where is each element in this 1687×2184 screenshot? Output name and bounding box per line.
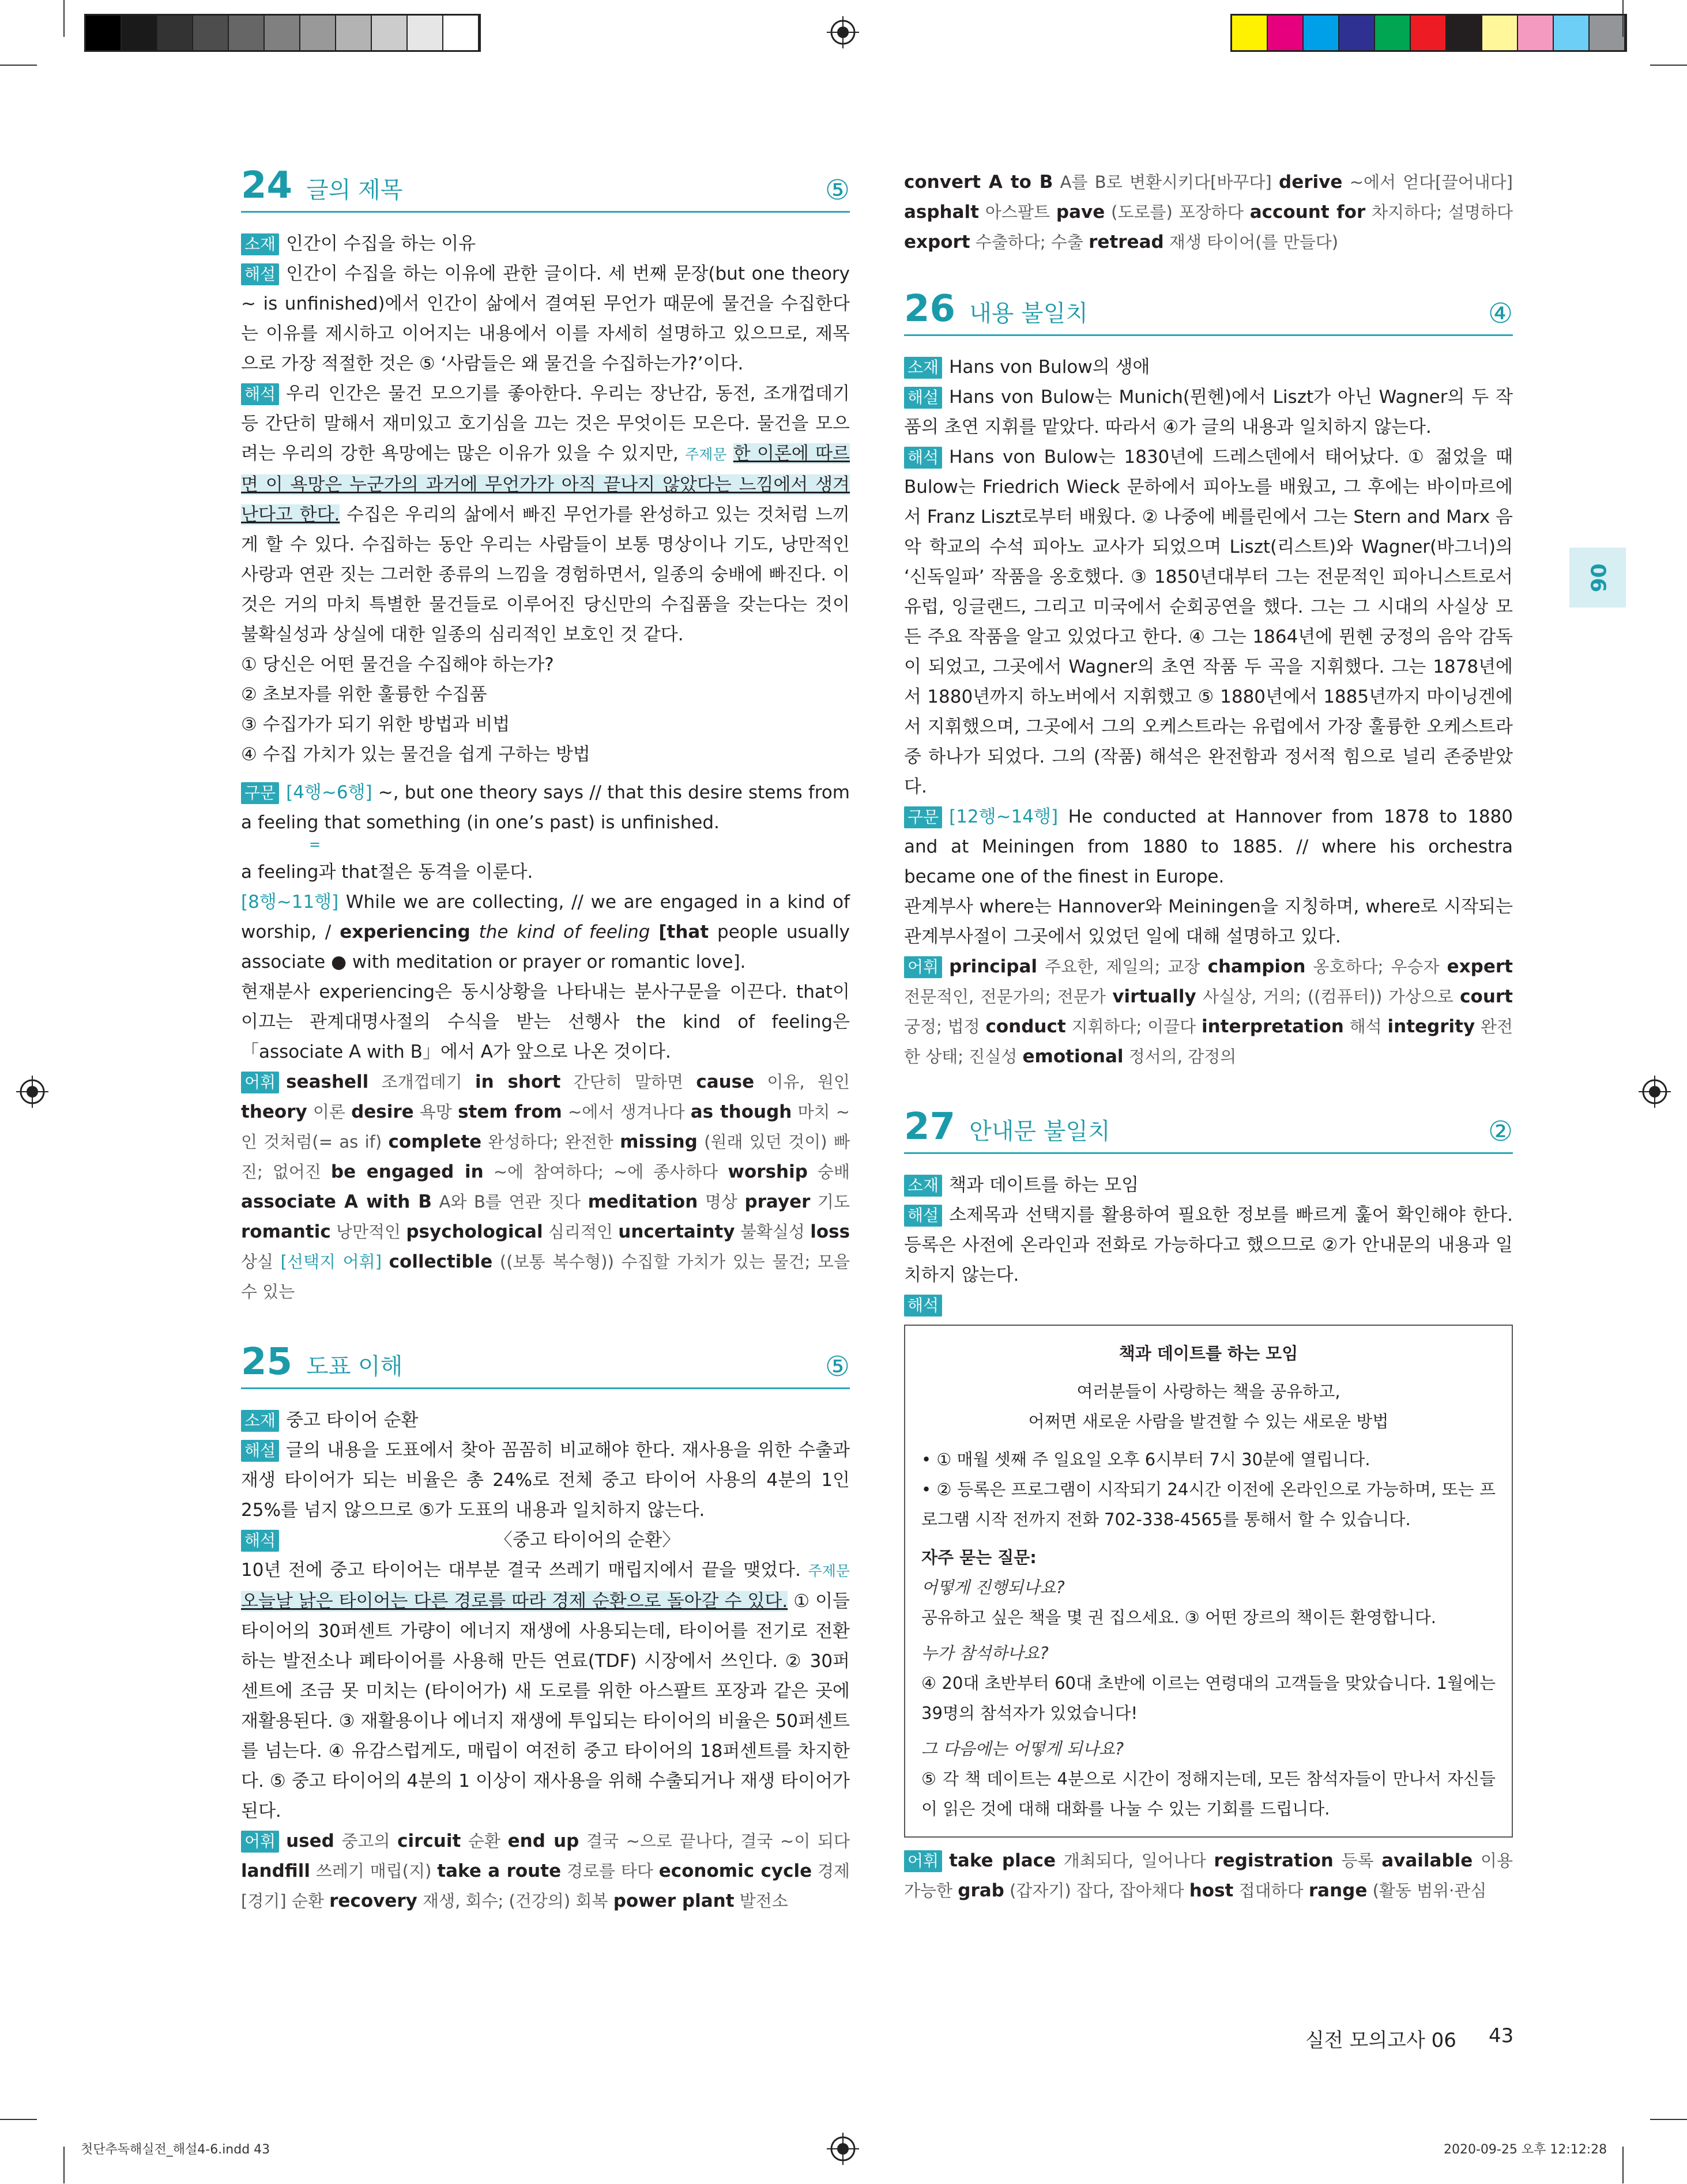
q26-vocab: 어휘 principal 주요한, 제일의; 교장 champion 옹호하다; 우승자 expert 전문적인, 전문가의; 전문가 virtually 사실상, 거의; ((컴퓨터)) 가상으로 court 궁정; 법정 conduct 지휘하다; 이끌다 interpretation 해석 integrity 완전한 상태; 진실성 emotional 정서의, 감정의 (904, 956, 1513, 1067)
q24-header (241, 164, 850, 213)
faq-answer: ⑤ 각 책 데이트는 4분으로 시간이 정해지는데, 모든 참석자들이 만나서 자신들이 읽은 것에 대해 대화를 나눌 수 있는 기회를 드립니다. (921, 1769, 1496, 1819)
notice-title: 책과 데이트를 하는 모임 (1119, 1344, 1298, 1363)
side-section-tab: 06 (1569, 548, 1626, 608)
vocab-meaning: 간단히 말하면 (560, 1072, 696, 1092)
q27-header (904, 1108, 1513, 1154)
vocab-meaning: 재생 타이어(를 만들다) (1163, 232, 1339, 252)
notice-box (904, 1325, 1513, 1838)
vocab-word: power plant (613, 1891, 735, 1911)
crop-mark (1622, 0, 1624, 37)
color-swatch (1447, 16, 1482, 50)
q26-sojae: 소재 Hans von Bulow의 생애 (904, 352, 1513, 382)
vocab-meaning: ~에서 생겨나다 (562, 1102, 691, 1122)
vocab-word: convert A to B (904, 172, 1053, 193)
vocab-meaning: 조개껍데기 (368, 1072, 475, 1092)
vocab-word: economic cycle (658, 1861, 812, 1881)
q27-vocab: 어휘 take place 개최되다, 일어나다 registration 등록 available 이용 가능한 grab (갑자기) 잡다, 잡아채다 host 접대하다 range (활동 범위·관심 (904, 1850, 1513, 1901)
faq-question: 어떻게 진행되나요? (921, 1578, 1065, 1597)
color-swatch (1518, 16, 1554, 50)
vocab-word: desire (351, 1102, 414, 1122)
q25-header (241, 1341, 850, 1389)
q26-number: 26 (904, 288, 956, 330)
vocab-word: romantic (241, 1221, 331, 1242)
color-swatch (1232, 16, 1268, 50)
vocab-meaning: 이용 가능한 (904, 1851, 1513, 1900)
vocab-word: in short (475, 1072, 561, 1092)
vocab-meaning: 사실상, 거의; ((컴퓨터)) 가상으로 (1196, 987, 1460, 1006)
crop-mark (63, 0, 65, 37)
registration-mark-top (827, 16, 859, 48)
vocab-word: associate A with B (241, 1191, 432, 1212)
vocab-word: range (1308, 1880, 1368, 1901)
crop-mark (63, 2147, 65, 2183)
q24-gumun-1-note: a feeling과 that절은 동격을 이룬다. (241, 862, 533, 882)
q24-title: 글의 제목 (306, 177, 403, 203)
vocab-word: interpretation (1201, 1016, 1344, 1037)
q25-haeseok-heading: 해석 〈중고 타이어의 순환〉 (241, 1525, 850, 1555)
vocab-word: collectible (389, 1251, 493, 1272)
q24-number: 24 (241, 164, 293, 207)
vocab-word: take a route (437, 1861, 562, 1881)
vocab-meaning: ~에서 얻다[끌어내다] (1342, 172, 1513, 192)
q26-gumun: 구문 [12행~14행] He conducted at Hannover from 1878 to 1880 and at Meiningen from 1880 to 1885. // where his orchestra became one of the finest in Europe. (904, 806, 1513, 887)
q25-number: 25 (241, 1341, 293, 1383)
vocab-meaning: A를 B로 변환시키다[바꾸다] (1053, 172, 1279, 192)
notice-subtitle-2: 어쩌면 새로운 사람을 발견할 수 있는 새로운 방법 (1028, 1412, 1389, 1431)
color-swatch (372, 16, 408, 50)
q25-vocab-continued (904, 167, 1513, 257)
vocab-meaning: 결국 ~으로 끝나다, 결국 ~이 되다 (579, 1831, 850, 1851)
vocab-meaning: 차지하다; 설명하다 (1365, 202, 1513, 222)
registration-mark-left (16, 1076, 48, 1108)
color-swatch (157, 16, 193, 50)
notice-bullet-1: • ① 매월 셋째 주 일요일 오후 6시부터 7시 30분에 열립니다. (921, 1450, 1370, 1469)
page-section-label: 실전 모의고사 06 (1305, 2029, 1456, 2052)
vocab-word: loss (810, 1221, 850, 1242)
vocab-word: integrity (1387, 1016, 1475, 1037)
vocab-meaning: 개최되다, 일어나다 (1056, 1851, 1214, 1870)
color-swatch (193, 16, 229, 50)
q25-answer: ⑤ (824, 1351, 850, 1383)
vocab-word: available (1381, 1850, 1473, 1871)
date-slug: 2020-09-25 오후 12:12:28 (1444, 2142, 1607, 2157)
faq-title: 자주 묻는 질문: (921, 1548, 1037, 1567)
vocab-meaning: 완성하다; 완전한 (481, 1132, 620, 1152)
vocab-word: host (1189, 1880, 1234, 1901)
color-swatch-bar (1230, 14, 1627, 52)
q26-gumun-note: 관계부사 where는 Hannover와 Meiningen을 지칭하며, where로 시작되는 관계부사절이 그곳에서 있었던 일에 대해 설명하고 있다. (904, 896, 1513, 947)
q26-haeseol: 해설 Hans von Bulow는 Munich(뮌헨)에서 Liszt가 아닌 Wagner의 두 작품의 초연 지휘를 맡았다. 따라서 ④가 글의 내용과 일치하지 않는다. (904, 387, 1513, 437)
option-1: ① 당신은 어떤 물건을 수집해야 하는가? (241, 654, 554, 675)
color-swatch (1339, 16, 1375, 50)
vocab-meaning: 숭배 (807, 1162, 850, 1182)
q25-haeseol: 해설 글의 내용을 도표에서 찾아 꼼꼼히 비교해야 한다. 재사용을 위한 수출과 재생 타이어가 되는 비율은 총 24%로 전체 중고 타이어 사용의 4분의 1인 25%를 넘지 않으므로 ⑤가 도표의 내용과 일치하지 않는다. (241, 1440, 850, 1521)
faq-question: 그 다음에는 어떻게 되나요? (921, 1739, 1124, 1759)
vocab-word: complete (388, 1131, 482, 1152)
vocab-meaning: 수출하다; 수출 (970, 232, 1089, 252)
vocab-word: champion (1207, 956, 1306, 977)
vocab-word: used (286, 1831, 334, 1851)
vocab-word: retread (1089, 232, 1164, 252)
vocab-meaning: (원래 있던 것이) 빠진; 없어진 (241, 1132, 850, 1182)
notice-subtitle-1: 여러분들이 사랑하는 책을 공유하고, (1076, 1382, 1340, 1401)
vocab-word: grab (958, 1880, 1004, 1901)
vocab-word: be engaged in (330, 1161, 484, 1182)
vocab-meaning: 마치 ~인 것처럼(= as if) (241, 1102, 850, 1152)
vocab-word: pave (1056, 202, 1105, 222)
vocab-meaning: ~에 참여하다; ~에 종사하다 (483, 1162, 728, 1182)
vocab-meaning: 상실 (241, 1252, 281, 1272)
vocab-word: missing (620, 1131, 698, 1152)
vocab-meaning: A와 B를 연관 짓다 (432, 1192, 588, 1212)
file-slug: 첫단추독해실전_해설4-6.indd 43 (81, 2142, 270, 2157)
option-4: ④ 수집 가치가 있는 물건을 쉽게 구하는 방법 (241, 744, 590, 765)
page-number: 43 (1489, 2024, 1514, 2047)
vocab-word: worship (728, 1161, 808, 1182)
q24-options (241, 650, 850, 770)
vocab-word: recovery (329, 1891, 417, 1911)
vocab-meaning: 이론 (307, 1102, 352, 1122)
q24-haeseol: 해설 인간이 수집을 하는 이유에 관한 글이다. 세 번째 문장(but one theory ~ is unfinished)에서 인간이 삶에서 결여된 무언가 때문에 물건을 수집한다는 이유를 제시하고 이어지는 내용에서 이를 자세히 설명하고 있으므로, 제목으로 가장 적절한 것은 ⑤ ‘사람들은 왜 물건을 수집하는가?’이다. (241, 263, 850, 374)
q26-answer: ④ (1488, 297, 1513, 330)
vocab-word: asphalt (904, 202, 979, 222)
vocab-word: prayer (744, 1191, 811, 1212)
vocab-meaning: 불확실성 (735, 1222, 811, 1242)
vocab-word: meditation (588, 1191, 698, 1212)
vocab-word: export (904, 232, 970, 252)
color-swatch (265, 16, 300, 50)
option-3: ③ 수집가가 되기 위한 방법과 비법 (241, 714, 510, 735)
color-swatch (1554, 16, 1590, 50)
vocab-meaning: 주요한, 제일의; 교장 (1037, 957, 1208, 976)
vocab-word: principal (949, 956, 1038, 977)
option-2: ② 초보자를 위한 훌륭한 수집품 (241, 684, 487, 705)
vocab-meaning: 경제[경기] 순환 (241, 1861, 850, 1911)
vocab-meaning: 옹호하다; 우승자 (1305, 957, 1447, 976)
vocab-word: seashell (286, 1072, 369, 1092)
vocab-meaning: 지휘하다; 이끌다 (1065, 1017, 1202, 1036)
vocab-meaning: 완전한 상태; 진실성 (904, 1017, 1513, 1066)
vocab-word: as though (690, 1102, 792, 1122)
vocab-meaning: 경로를 타다 (561, 1861, 659, 1881)
q24-gumun-1: 구문 [4행~6행] ~, but one theory says // that this desire stems from a feeling that something (in one’s past) is unfinished. (241, 782, 850, 833)
q27-haeseok-label: 해석 (904, 1290, 1513, 1320)
vocab-meaning: (활동 범위·관심 (1367, 1881, 1487, 1900)
vocab-word: registration (1214, 1850, 1334, 1871)
vocab-word: conduct (985, 1016, 1066, 1037)
vocab-word: derive (1279, 172, 1343, 193)
q24-sojae: 소재 인간이 수집을 하는 이유 (241, 229, 850, 259)
color-swatch (1411, 16, 1447, 50)
q27-answer: ② (1488, 1115, 1513, 1148)
q24-gumun-2: [8행~11행] While we are collecting, // we are engaged in a kind of worship, / experiencing the kind of feeling [that people usually associate ● with meditation or prayer or romantic love]. (241, 892, 850, 972)
q25-vocab: 어휘 used 중고의 circuit 순환 end up 결국 ~으로 끝나다, 결국 ~이 되다 landfill 쓰레기 매립(지) take a route 경로를 타다 economic cycle 경제[경기] 순환 recovery 재생, 회수; (건강의) 회복 power plant 발전소 (241, 1831, 850, 1911)
vocab-meaning: 심리적인 (543, 1222, 619, 1242)
gray-swatch-bar (84, 14, 481, 52)
vocab-meaning: 중고의 (334, 1831, 398, 1851)
vocab-meaning: 기도 (810, 1192, 850, 1212)
vocab-meaning: 순환 (461, 1831, 508, 1851)
q24-answer: ⑤ (824, 174, 850, 206)
color-swatch (336, 16, 372, 50)
q25-sojae: 소재 중고 타이어 순환 (241, 1405, 850, 1435)
vocab-word: theory (241, 1102, 307, 1122)
apposition-mark: = (309, 836, 321, 853)
vocab-meaning: 아스팔트 (979, 202, 1056, 222)
color-swatch (1304, 16, 1339, 50)
q27-sojae: 소재 책과 데이트를 하는 모임 (904, 1170, 1513, 1200)
color-swatch (1482, 16, 1518, 50)
q26-haeseok: 해석 Hans von Bulow는 1830년에 드레스덴에서 태어났다. ① 젊었을 때 Bulow는 Friedrich Wieck 문하에서 피아노를 배웠고, 그 후에는 바이마르에서 Franz Liszt로부터 배웠다. ② 나중에 베를린에서 그는 Stern and Marx 음악 학교의 수석 피아노 교사가 되었으며 Liszt(리스트)와 Wagner(바그너)의 ‘신독일파’ 작품을 옹호했다. ③ 1850년대부터 그는 전문적인 피아니스트로서 유럽, 잉글랜드, 그리고 미국에서 순회공연을 했다. 그는 그 시대의 사실상 모든 주요 작품을 알고 있었다고 한다. ④ 그는 1864년에 뮌헨 궁정의 음악 감독이 되었고, 그곳에서 Wagner의 초연 작품 두 곡을 지휘했다. 그는 1878년에서 1880년까지 하노버에서 지휘했고 ⑤ 1880년에서 1885년까지 마이닝겐에서 지휘했으며, 그곳에서 그의 오케스트라는 유럽에서 가장 훌륭한 오케스트라 중 하나가 되었다. 그의 (작품) 해석은 완전함과 정서적 힘으로 널리 존중받았다. (904, 447, 1513, 797)
q24-gumun-2-note: 현재분사 experiencing은 동시상황을 나타내는 분사구문을 이끈다. that이 이끄는 관계대명사절의 수식을 받는 선행사 the kind of feeling은「associate A with B」에서 A가 앞으로 나온 것이다. (241, 982, 850, 1062)
vocab-meaning: 욕망 (413, 1102, 458, 1122)
vocab-meaning: 등록 (1333, 1851, 1382, 1870)
q26-header (904, 288, 1513, 336)
vocab-word: account for (1249, 202, 1366, 222)
vocab-meaning: 쓰레기 매립(지) (310, 1861, 438, 1881)
vocab-word: court (1460, 986, 1513, 1007)
q25-haeseok: 10년 전에 중고 타이어는 대부분 결국 쓰레기 매립지에서 끝을 맺었다. 주제문 오늘날 낡은 타이어는 다른 경로를 따라 경제 순환으로 돌아갈 수 있다. ① 이들 타이어의 30퍼센트 가량이 에너지 재생에 사용되는데, 타이어를 전기로 전환하는 발전소나 폐타이어를 사용해 만든 연료(TDF) 시장에서 쓰인다. ② 30퍼센트에 조금 못 미치는 (타이어가) 새 도로를 위한 아스팔트 포장과 같은 곳에 재활용된다. ③ 재활용이나 에너지 재생에 투입되는 타이어의 비율은 50퍼센트를 넘는다. ④ 유감스럽게도, 매립이 여전히 중고 타이어의 18퍼센트를 차지한다. ⑤ 중고 타이어의 4분의 1 이상이 재사용을 위해 수출되거나 재생 타이어가 된다. (241, 1560, 850, 1821)
vocab-word: landfill (241, 1861, 311, 1881)
q24-haeseok: 해석 우리 인간은 물건 모으기를 좋아한다. 우리는 장난감, 동전, 조개껍데기 등 간단히 말해서 재미있고 호기심을 끄는 것은 무엇이든 모은다. 물건을 모으려는 우리의 강한 욕망에는 많은 이유가 있을 수 있지만, 주제문 한 이론에 따르면 이 욕망은 누군가의 과거에 무언가가 아직 끝나지 않았다는 느낌에서 생겨난다고 한다. 수집은 우리의 삶에서 빠진 무언가를 완성하고 있는 것처럼 느끼게 할 수 있다. 수집하는 동안 우리는 사람들이 보통 명상이나 기도, 낭만적인 사랑과 연관 짓는 그러한 종류의 느낌을 경험하면서, 일종의 숭배에 빠진다. 이것은 거의 마치 특별한 물건들로 이루어진 당신만의 수집품을 갖는다는 것이 불확실성과 상실에 대한 일종의 심리적인 보호인 것 같다. (241, 383, 850, 645)
vocab-meaning: ((보통 복수형)) 수집할 가치가 있는 물건; 모을 수 있는 (241, 1252, 850, 1302)
vocab-choice-label: [선택지 어휘] (280, 1252, 389, 1272)
registration-mark-bottom (827, 2133, 859, 2165)
color-swatch (408, 16, 443, 50)
q24-vocab: 어휘 seashell 조개껍데기 in short 간단히 말하면 cause 이유, 원인 theory 이론 desire 욕망 stem from ~에서 생겨나다 as though 마치 ~인 것처럼(= as if) complete 완성하다; 완전한 missing (원래 있던 것이) 빠진; 없어진 be engaged in ~에 참여하다; ~에 종사하다 worship 숭배 associate A with B A와 B를 연관 짓다 meditation 명상 prayer 기도 romantic 낭만적인 psychological 심리적인 uncertainty 불확실성 loss 상실 [선택지 어휘] collectible ((보통 복수형)) 수집할 가치가 있는 물건; 모을 수 있는 (241, 1072, 850, 1302)
vocab-word: cause (696, 1072, 755, 1092)
crop-mark (0, 65, 37, 66)
vocab-meaning: (갑자기) 잡다, 잡아채다 (1004, 1881, 1189, 1900)
vocab-meaning: 접대하다 (1233, 1881, 1309, 1900)
vocab-word: uncertainty (618, 1221, 735, 1242)
notice-bullet-2: • ② 등록은 프로그램이 시작되기 24시간 이전에 온라인으로 가능하며, 또는 프로그램 시작 전까지 전화 702-338-4565를 통해서 할 수 있습니다. (921, 1480, 1496, 1529)
vocab-word: stem from (458, 1102, 562, 1122)
color-swatch (443, 16, 479, 50)
faq-answer: 공유하고 싶은 책을 몇 권 집으세요. ③ 어떤 장르의 책이든 환영합니다. (921, 1608, 1436, 1627)
color-swatch (1268, 16, 1304, 50)
vocab-meaning: 해석 (1343, 1017, 1388, 1036)
vocab-meaning: 이유, 원인 (754, 1072, 850, 1092)
q25-title: 도표 이해 (306, 1353, 403, 1380)
vocab-meaning: 궁정; 법정 (904, 1017, 986, 1036)
left-column (241, 164, 850, 1916)
vocab-meaning: 전문적인, 전문가의; 전문가 (904, 987, 1113, 1006)
q27-haeseol: 해설 소제목과 선택지를 활용하여 필요한 정보를 빠르게 훑어 확인해야 한다. 등록은 사전에 온라인과 전화로 가능하다고 했으므로 ②가 안내문의 내용과 일치하지 않는다. (904, 1205, 1513, 1285)
vocab-word: psychological (406, 1221, 543, 1242)
faq-answer: ④ 20대 초반부터 60대 초반에 이르는 연령대의 고객들을 맞았습니다. 1월에는 39명의 참석자가 있었습니다! (921, 1673, 1496, 1723)
vocab-meaning: 낭만적인 (330, 1222, 406, 1242)
vocab-word: end up (507, 1831, 579, 1851)
vocab-meaning: 명상 (698, 1192, 745, 1212)
q26-title: 내용 불일치 (969, 300, 1088, 327)
crop-mark (1650, 65, 1687, 66)
color-swatch (122, 16, 157, 50)
vocab-word: take place (949, 1850, 1056, 1871)
faq-question: 누가 참석하나요? (921, 1643, 1049, 1663)
color-swatch (1590, 16, 1625, 50)
vocab-meaning: 재생, 회수; (건강의) 회복 (417, 1891, 613, 1911)
q27-title: 안내문 불일치 (969, 1118, 1110, 1145)
right-column (904, 167, 1513, 1906)
vocab-meaning: 발전소 (734, 1891, 788, 1911)
vocab-word: emotional (1022, 1046, 1124, 1067)
registration-mark-right (1639, 1076, 1671, 1108)
vocab-meaning: 정서의, 감정의 (1123, 1047, 1237, 1066)
crop-mark (1650, 2119, 1687, 2120)
color-swatch (229, 16, 265, 50)
vocab-word: expert (1447, 956, 1513, 977)
q27-number: 27 (904, 1106, 956, 1148)
crop-mark (0, 2119, 37, 2120)
vocab-word: circuit (397, 1831, 461, 1851)
vocab-word: virtually (1112, 986, 1196, 1007)
color-swatch (300, 16, 336, 50)
crop-mark (1622, 2147, 1624, 2183)
color-swatch (1375, 16, 1411, 50)
vocab-meaning: (도로를) 포장하다 (1105, 202, 1250, 222)
color-swatch (86, 16, 122, 50)
